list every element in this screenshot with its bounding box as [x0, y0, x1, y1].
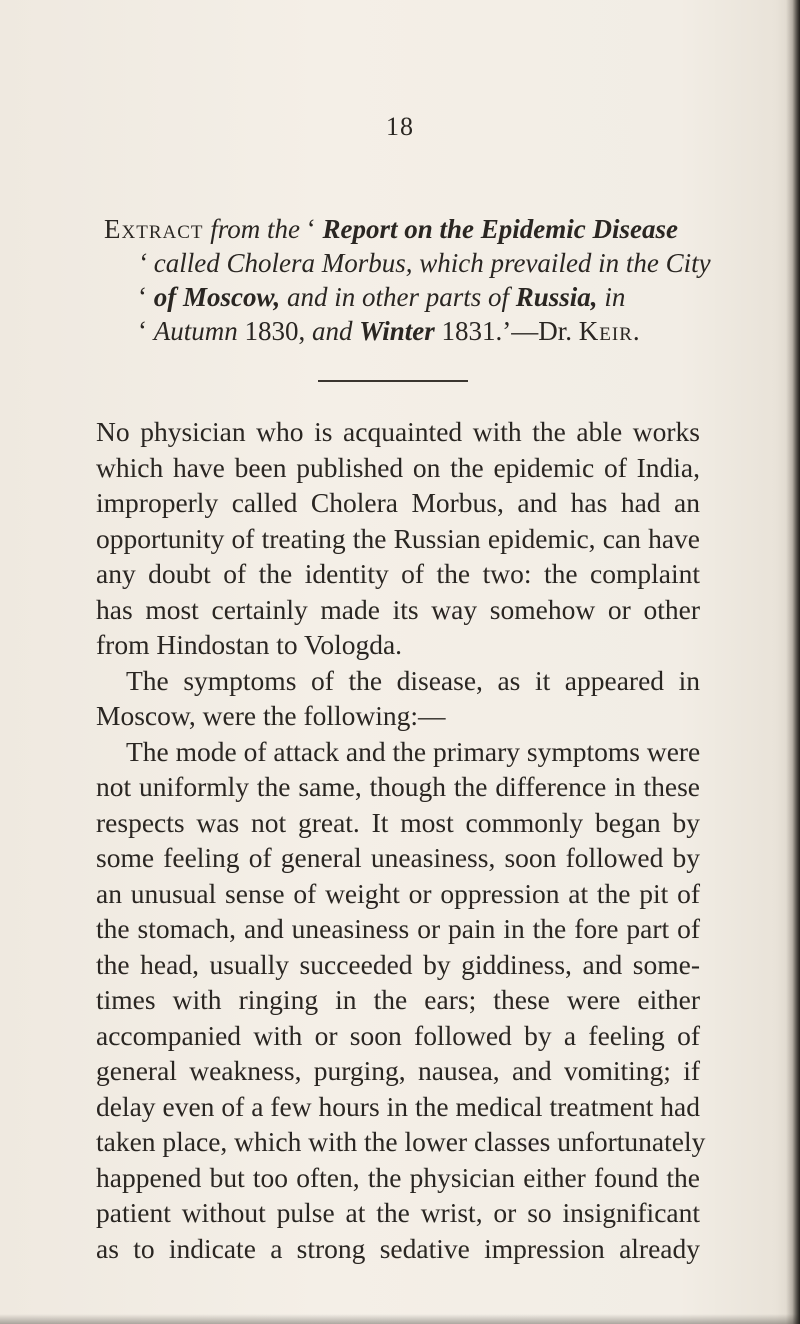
heading-winter: Winter [359, 316, 435, 346]
body-text [96, 414, 706, 1266]
heading-and: and [312, 316, 353, 346]
heading-russia: Russia, [515, 282, 598, 312]
extract-heading [104, 212, 711, 348]
page-number: 18 [386, 112, 414, 141]
heading-of-moscow: of Moscow, [153, 282, 281, 312]
text-line: patient without pulse at the wrist, or so insignificant [96, 1197, 700, 1228]
text-line: Moscow, were the following:— [96, 700, 446, 731]
text-line: not uniformly the same, though the difference in these [96, 771, 700, 802]
text-line: which have been published on the epidemic of India, [96, 451, 700, 483]
heading-report-title: Report on the Epidemic Disease [322, 214, 678, 244]
text-line: The symptoms of the disease, as it appeared in [126, 664, 700, 696]
heading-in: in [604, 282, 626, 312]
text-line: any doubt of the identity of the two: the complaint [96, 558, 700, 589]
text-line: respects was not great. It most commonly began by [96, 806, 700, 838]
heading-line-3-mark: ‘ [138, 282, 147, 312]
text-line: The mode of attack and the primary symptoms were [126, 735, 701, 767]
text-line: No physician who is acquainted with the able works [96, 416, 700, 447]
page-bottom-shadow [0, 1314, 800, 1324]
heading-line-2-text: ‘ called Cholera Morbus, which prevailed in the City [138, 248, 711, 278]
text-line: as to indicate a strong sedative impression already [96, 1232, 700, 1264]
heading-extract-word: Extract [104, 214, 204, 244]
text-line: from Hindostan to Vologda. [96, 629, 403, 660]
text-line: an unusual sense of weight or oppression at the pit of [96, 877, 700, 909]
heading-line-1 [104, 212, 694, 246]
text-line: the head, usually succeeded by giddiness, and some- [96, 948, 700, 980]
heading-year-1830: 1830, [244, 316, 306, 346]
text-line: happened but too often, the physician either found the [96, 1161, 700, 1193]
text-line: delay even of a few hours in the medical treatment had [96, 1090, 700, 1122]
heading-from-the: from the [210, 214, 300, 244]
text-line: the stomach, and uneasiness or pain in the fore part of [96, 913, 700, 944]
page-edge-shadow [786, 0, 800, 1324]
text-line: general weakness, purging, nausea, and vomiting; if [96, 1055, 700, 1086]
heading-line-4 [104, 314, 694, 348]
text-line: accompanied with or soon followed by a feeling of [96, 1019, 700, 1051]
heading-year-1831: 1831.’—Dr. [441, 316, 573, 346]
text-line: times with ringing in the ears; these were either [96, 984, 700, 1015]
heading-line-2 [104, 246, 711, 280]
text-line: improperly called Cholera Morbus, and has had an [96, 487, 700, 518]
heading-autumn: Autumn [153, 316, 238, 346]
text-line: some feeling of general uneasiness, soon followed by [96, 842, 700, 873]
heading-line-3 [104, 280, 694, 314]
text-line: opportunity of treating the Russian epidemic, can have [96, 522, 700, 554]
text-line: has most certainly made its way somehow or other [96, 593, 700, 625]
text-line: taken place, which with the lower classes unfortunately [96, 1126, 706, 1157]
heading-author: Keir. [578, 316, 641, 346]
heading-line-4-mark: ‘ [138, 316, 147, 346]
heading-other-parts: and in other parts of [287, 282, 510, 312]
heading-quote-open: ‘ [306, 214, 316, 244]
section-divider [318, 380, 468, 382]
